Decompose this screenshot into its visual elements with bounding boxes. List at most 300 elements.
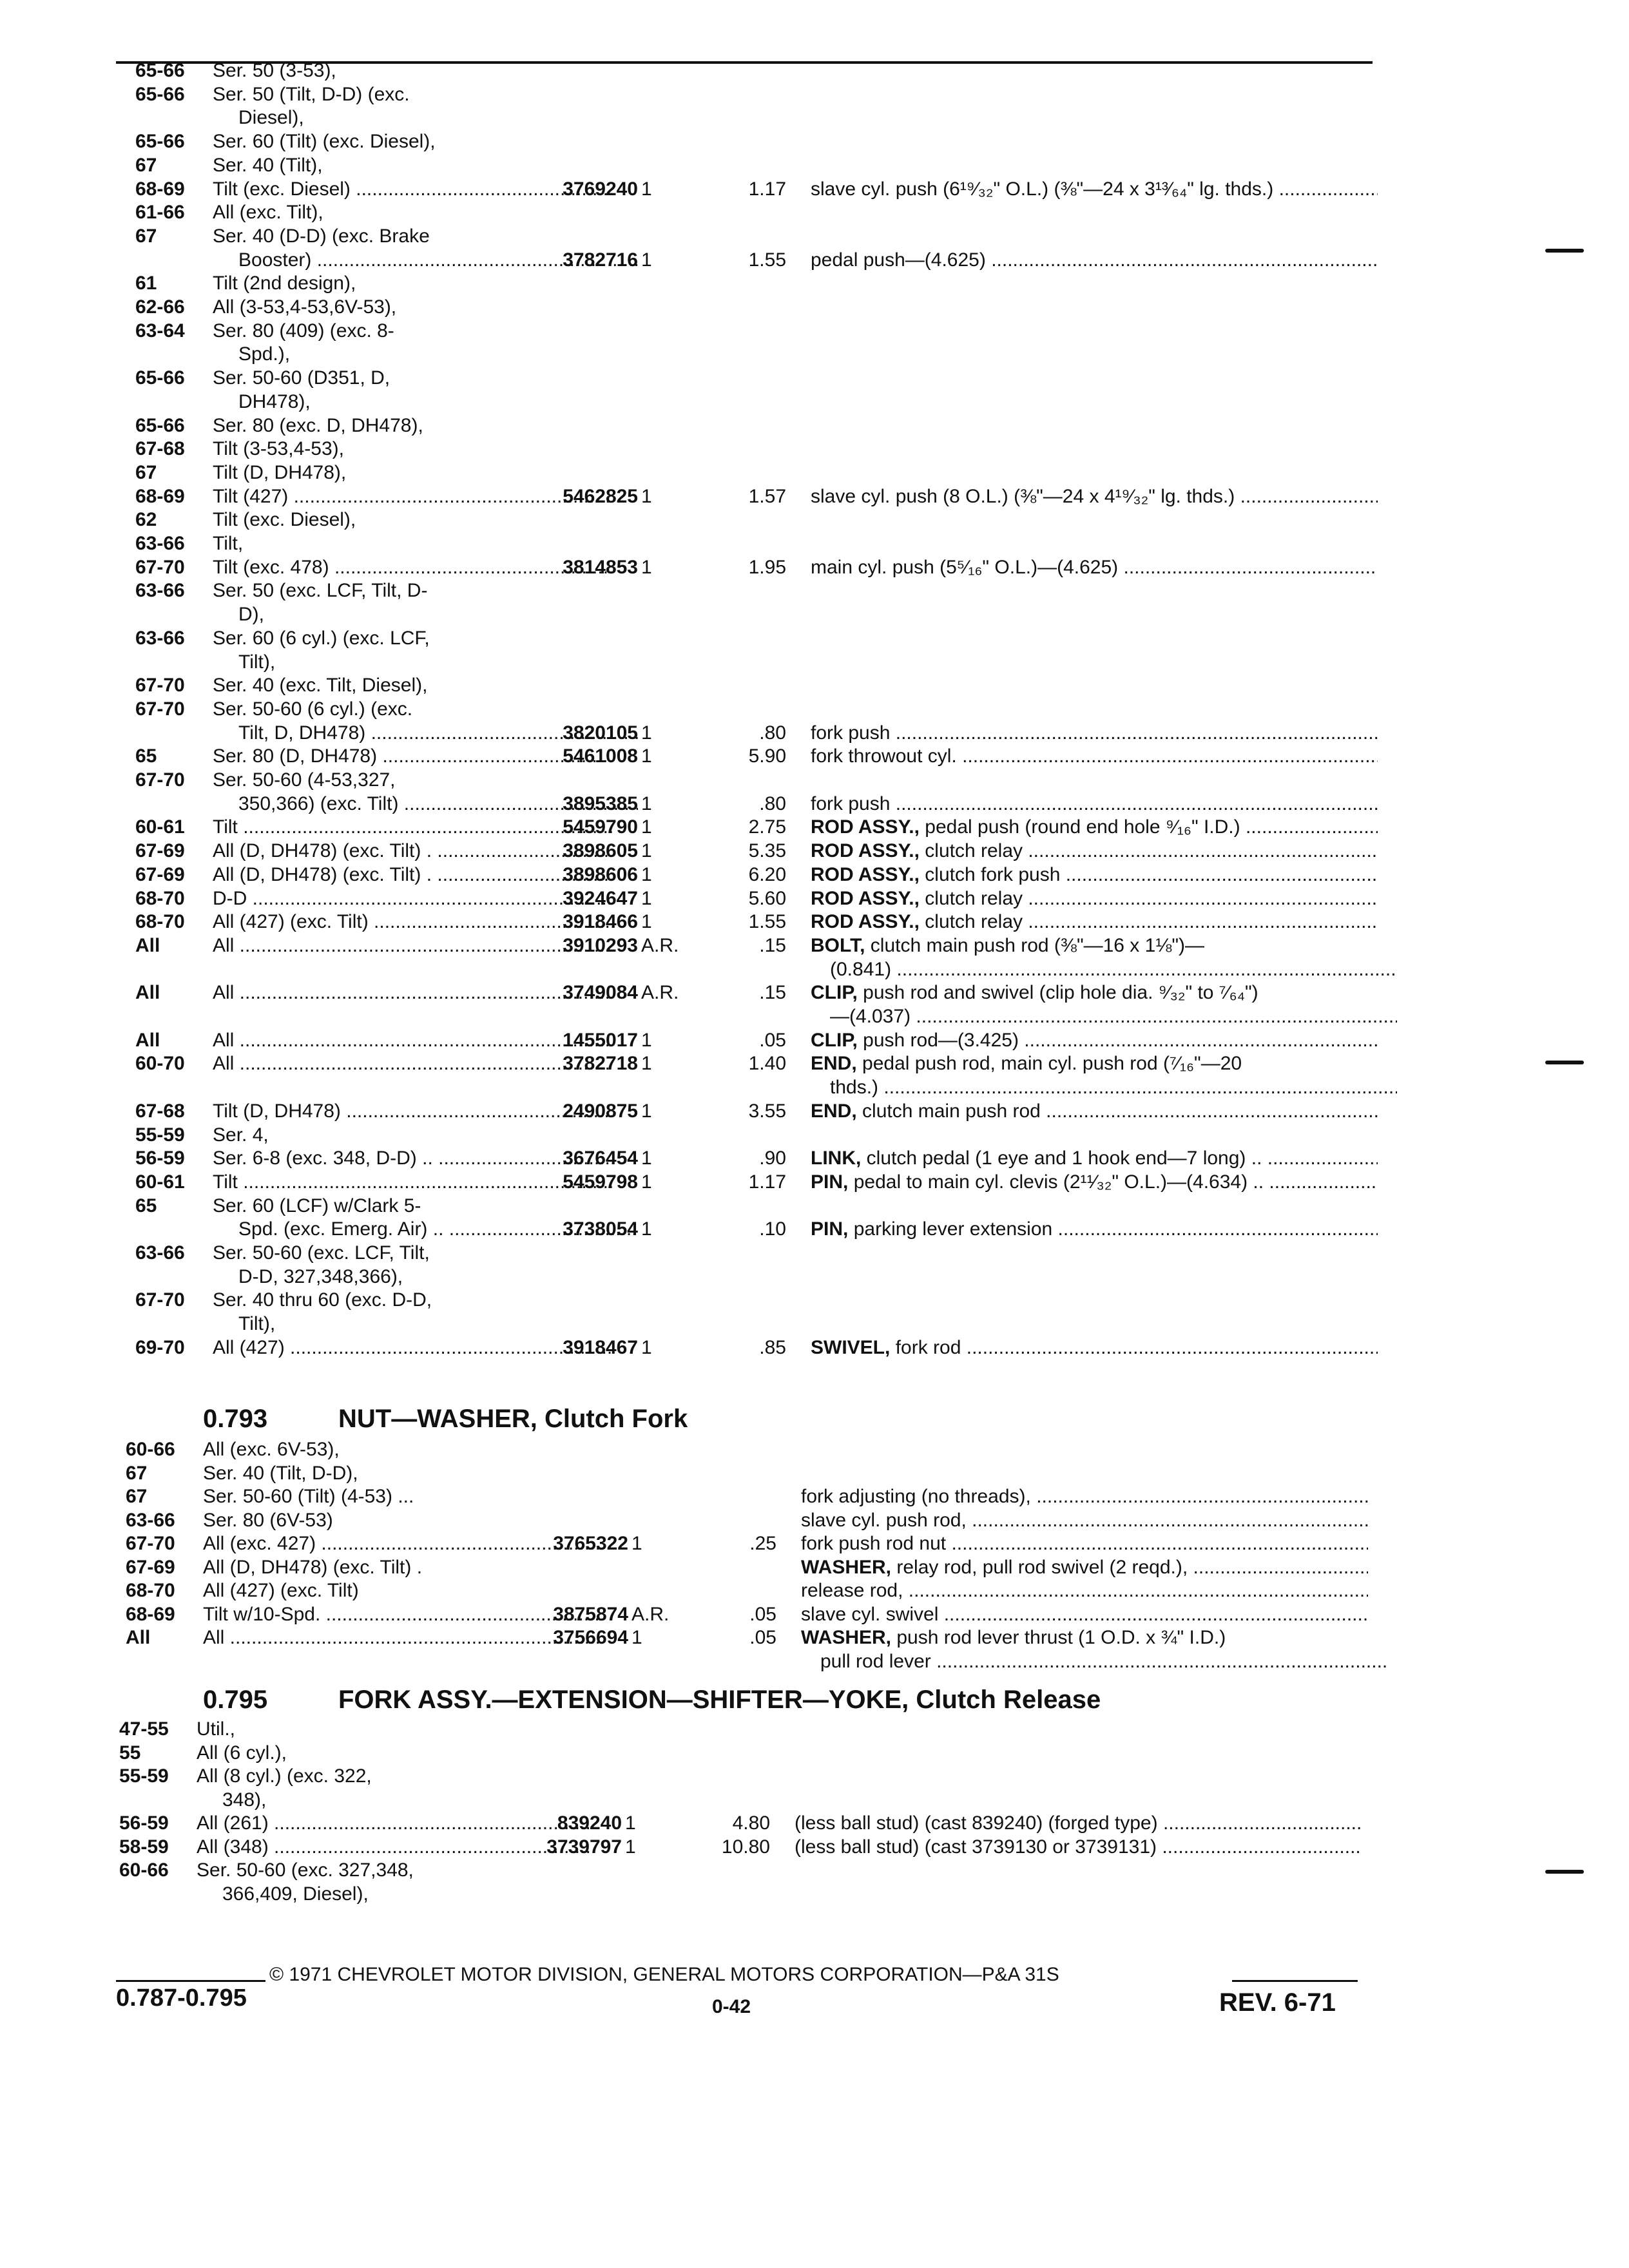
- list-price: 1.17: [748, 1171, 786, 1193]
- part-number: 3756694: [553, 1627, 628, 1648]
- quantity: 1: [641, 745, 652, 767]
- applicable-models: [213, 201, 612, 224]
- part-name: PIN,: [811, 1171, 849, 1193]
- model-text: All (261) .....: [197, 1812, 596, 1834]
- model-years: 65-66: [135, 83, 185, 105]
- quantity: 1: [641, 249, 652, 271]
- part-description: [811, 887, 1378, 910]
- part-description: [801, 1509, 1368, 1532]
- model-text: Tilt),: [238, 1313, 276, 1335]
- model-text: DH478),: [238, 390, 311, 412]
- quantity: 1: [641, 1100, 652, 1122]
- part-name: CLIP,: [811, 1029, 858, 1051]
- model-years: 67-68: [135, 438, 185, 460]
- model-text: All .....: [213, 1030, 610, 1051]
- model-text: All (427) .....: [213, 1337, 612, 1358]
- model-text: Tilt (exc. 478) .....: [213, 557, 612, 578]
- model-text: Ser. 6-8 (exc. 348, D-D) .. .....: [213, 1148, 612, 1169]
- quantity: 1: [641, 911, 652, 933]
- applicable-models: [213, 1124, 612, 1147]
- section-header-0-795: [203, 1684, 1101, 1715]
- part-number: 3782718: [563, 1053, 638, 1075]
- model-text: Ser. 50-60 (4-53,327,: [213, 769, 396, 791]
- model-text: Ser. 40 (D-D) (exc. Brake: [213, 225, 430, 247]
- part-number: 3924647: [563, 887, 638, 909]
- quantity: 1: [641, 1053, 652, 1075]
- model-text: All (D, DH478) (exc. Tilt) . .....: [213, 864, 612, 885]
- model-text: Util.,: [197, 1718, 235, 1740]
- footer-rule-left: [116, 1980, 265, 1982]
- model-text: Ser. 50 (3-53),: [213, 60, 336, 81]
- list-price: 5.60: [748, 887, 786, 909]
- description-text: fork push .....: [811, 722, 1378, 744]
- quantity: 1: [625, 1812, 636, 1834]
- list-price: 2.75: [748, 816, 786, 838]
- description-text: pull rod lever .....: [820, 1651, 1387, 1672]
- part-description: [811, 1218, 1378, 1241]
- model-years: 67: [135, 225, 157, 247]
- part-description: [811, 958, 1397, 981]
- section-header-0-793: [203, 1403, 688, 1434]
- model-years: 56-59: [119, 1812, 169, 1834]
- model-years: 63-66: [135, 580, 185, 602]
- quantity: 1: [641, 1171, 652, 1193]
- model-text: 348),: [222, 1789, 267, 1811]
- applicable-models: [213, 367, 612, 390]
- model-text: Tilt (D, DH478),: [213, 461, 347, 483]
- model-text: Ser. 60 (LCF) w/Clark 5-: [213, 1195, 421, 1216]
- model-text-continued: [222, 1789, 622, 1812]
- list-price: 6.20: [748, 863, 786, 885]
- model-text: Tilt),: [238, 651, 276, 673]
- part-description: [811, 910, 1378, 934]
- part-description: [801, 1485, 1368, 1508]
- applicable-models: [203, 1579, 602, 1602]
- description-text: push rod—(3.425) .....: [863, 1030, 1378, 1051]
- applicable-models: [213, 698, 612, 721]
- description-text: fork push .....: [811, 793, 1378, 814]
- part-description: [811, 840, 1378, 863]
- footer-rule-right: [1232, 1980, 1358, 1982]
- model-years: 69-70: [135, 1336, 185, 1358]
- applicable-models: [213, 296, 612, 319]
- description-text: slave cyl. push (8 O.L.) (⅜"—24 x 4¹⁹⁄₃₂" lg. thds.) .....: [811, 486, 1378, 507]
- binding-mark: [1545, 1870, 1584, 1874]
- part-description: [811, 722, 1378, 745]
- quantity: 1: [631, 1533, 642, 1554]
- model-years: 58-59: [119, 1836, 169, 1858]
- description-text: clutch main push rod (⅜"—16 x 1⅛")—: [870, 934, 1204, 956]
- model-years: 55-59: [119, 1765, 169, 1787]
- model-years: 67-69: [135, 840, 185, 862]
- part-name: LINK,: [811, 1148, 862, 1169]
- applicable-models: [213, 272, 612, 295]
- description-text: fork adjusting (no threads), .....: [801, 1486, 1368, 1507]
- model-text: Spd. (exc. Emerg. Air) .. .....: [238, 1218, 638, 1240]
- model-text: Tilt (427) .....: [213, 486, 612, 507]
- model-years: 67-70: [126, 1533, 175, 1554]
- part-description: [811, 745, 1378, 768]
- part-number: 3918466: [563, 911, 638, 933]
- part-description: [801, 1532, 1368, 1555]
- part-description: [811, 793, 1378, 816]
- list-price: .05: [749, 1627, 776, 1648]
- list-price: .25: [749, 1533, 776, 1554]
- part-name: END,: [811, 1100, 857, 1122]
- applicable-models: [213, 769, 612, 792]
- model-text: All (427) (exc. Tilt) .....: [213, 911, 612, 932]
- model-years: 68-69: [135, 178, 185, 200]
- part-description: [811, 1336, 1378, 1360]
- quantity: 1: [631, 1627, 642, 1648]
- quantity: 1: [625, 1836, 636, 1858]
- model-years: 68-70: [135, 911, 185, 933]
- part-name: PIN,: [811, 1218, 849, 1240]
- model-years: 68-69: [126, 1603, 175, 1625]
- model-text: Tilt .....: [213, 1171, 612, 1193]
- applicable-models: [213, 627, 612, 650]
- model-years: 67: [126, 1486, 148, 1507]
- part-description: [811, 1052, 1378, 1075]
- footer-copyright: © 1971 CHEVROLET MOTOR DIVISION, GENERAL MOTORS CORPORATION—P&A 31S: [269, 1964, 1059, 1985]
- model-text-continued: [238, 1265, 638, 1289]
- quantity: 1: [641, 863, 652, 885]
- list-price: 5.35: [748, 840, 786, 862]
- section-number: 0.793: [203, 1405, 268, 1433]
- quantity: 1: [641, 1029, 652, 1051]
- binding-mark: [1545, 1061, 1584, 1064]
- model-years: 63-66: [126, 1509, 175, 1531]
- description-text: clutch pedal (1 eye and 1 hook end—7 long) .. .....: [867, 1148, 1378, 1169]
- part-number: 3820105: [563, 722, 638, 744]
- model-text: Ser. 50-60 (D351, D,: [213, 367, 390, 389]
- part-name: ROD ASSY.,: [811, 887, 920, 909]
- description-text: fork push rod nut .....: [801, 1533, 1368, 1554]
- part-number: 1455017: [563, 1029, 638, 1051]
- part-number: 5459790: [563, 816, 638, 838]
- model-years: 67-70: [135, 698, 185, 720]
- model-text: All (6 cyl.),: [197, 1742, 287, 1763]
- model-text: All .....: [203, 1627, 601, 1648]
- model-years: 55: [119, 1742, 141, 1763]
- model-text: Ser. 40 (Tilt),: [213, 154, 323, 176]
- model-years: 62-66: [135, 296, 185, 318]
- applicable-models: [203, 1462, 602, 1485]
- applicable-models: [213, 1242, 612, 1265]
- model-years: 62: [135, 509, 157, 531]
- part-description: [801, 1650, 1387, 1673]
- description-text: relay rod, pull rod swivel (2 reqd.), .....: [896, 1557, 1368, 1578]
- part-description: [811, 1147, 1378, 1170]
- part-number: 2490875: [563, 1100, 638, 1122]
- model-years: 56-59: [135, 1148, 185, 1169]
- quantity: A.R.: [631, 1603, 670, 1625]
- model-years: 63-66: [135, 533, 185, 554]
- list-price: .80: [759, 722, 786, 744]
- model-text-continued: [238, 651, 638, 674]
- model-text: All (427) (exc. Tilt): [203, 1580, 359, 1601]
- list-price: .15: [759, 934, 786, 956]
- quantity: 1: [641, 1336, 652, 1358]
- description-text: (less ball stud) (cast 3739130 or 3739131) .....: [795, 1836, 1362, 1858]
- model-text: Ser. 40 (exc. Tilt, Diesel),: [213, 675, 428, 697]
- model-years: 68-70: [126, 1580, 175, 1601]
- model-text: 350,366) (exc. Tilt) .....: [238, 793, 638, 814]
- footer-page-number: 0-42: [712, 1996, 751, 2017]
- part-description: [811, 863, 1378, 887]
- model-years: 63-66: [135, 1242, 185, 1264]
- section-title: FORK ASSY.—EXTENSION—SHIFTER—YOKE, Clutch Release: [338, 1686, 1101, 1714]
- model-text: Spd.),: [238, 343, 291, 365]
- model-years: 65: [135, 1195, 157, 1216]
- part-number: 3898605: [563, 840, 638, 862]
- part-number: 5461008: [563, 745, 638, 767]
- model-years: All: [135, 934, 160, 956]
- part-description: [795, 1812, 1362, 1835]
- list-price: .10: [759, 1218, 786, 1240]
- part-description: [801, 1603, 1368, 1626]
- applicable-models: [203, 1509, 602, 1532]
- part-name: ROD ASSY.,: [811, 863, 920, 885]
- model-years: 65-66: [135, 60, 185, 81]
- part-number: 3739797: [546, 1836, 622, 1858]
- applicable-models: [203, 1556, 602, 1579]
- model-text: Diesel),: [238, 107, 304, 129]
- model-years: 67: [135, 461, 157, 483]
- list-price: 10.80: [721, 1836, 770, 1858]
- part-description: [801, 1626, 1368, 1649]
- part-number: 3676454: [563, 1148, 638, 1169]
- model-text-continued: [238, 106, 638, 130]
- applicable-models: [213, 130, 612, 153]
- list-price: 3.55: [748, 1100, 786, 1122]
- model-text: Ser. 50 (exc. LCF, Tilt, D-: [213, 580, 428, 602]
- model-years: 55-59: [135, 1124, 185, 1146]
- part-number: 3782716: [563, 249, 638, 271]
- model-text-continued: [238, 343, 638, 366]
- part-number: 3918467: [563, 1336, 638, 1358]
- quantity: 1: [641, 840, 652, 862]
- part-description: [811, 981, 1378, 1004]
- part-description: [811, 1100, 1378, 1123]
- part-number: 5459798: [563, 1171, 638, 1193]
- footer-revision: REV. 6-71: [1219, 1988, 1336, 2017]
- model-years: 63-64: [135, 320, 185, 341]
- model-text: All (exc. 427) .....: [203, 1533, 602, 1554]
- description-text: push rod and swivel (clip hole dia. ⁹⁄₃₂" to ⁷⁄₆₄"): [863, 982, 1258, 1004]
- part-description: [811, 1076, 1397, 1099]
- list-price: 1.95: [748, 556, 786, 578]
- description-text: pedal to main cyl. clevis (2¹¹⁄₃₂" O.L.)—(4.634) .. .....: [854, 1171, 1378, 1193]
- list-price: 1.40: [748, 1053, 786, 1075]
- model-years: 60-61: [135, 1171, 185, 1193]
- part-description: [811, 816, 1378, 839]
- list-price: 1.55: [748, 249, 786, 271]
- list-price: .15: [759, 982, 786, 1004]
- model-text: Tilt (2nd design),: [213, 273, 356, 294]
- model-text: All .....: [213, 935, 610, 956]
- description-text: (0.841) .....: [830, 959, 1397, 980]
- model-years: 63-66: [135, 627, 185, 649]
- model-years: 68-70: [135, 887, 185, 909]
- model-text: All .....: [213, 1053, 610, 1074]
- model-text: All (D, DH478) (exc. Tilt) . .....: [213, 840, 612, 861]
- model-years: All: [135, 982, 160, 1004]
- model-text: Ser. 4,: [213, 1124, 269, 1146]
- applicable-models: [213, 414, 612, 437]
- description-text: clutch main push rod .....: [862, 1100, 1378, 1122]
- part-name: WASHER,: [801, 1556, 892, 1578]
- model-text: Tilt (D, DH478) .....: [213, 1100, 612, 1122]
- list-price: 1.55: [748, 911, 786, 933]
- part-number: 839240: [557, 1812, 622, 1834]
- model-text: D-D .....: [213, 888, 612, 909]
- model-text-continued: [238, 390, 638, 414]
- list-price: .90: [759, 1148, 786, 1169]
- model-text: All (3-53,4-53,6V-53),: [213, 296, 397, 318]
- description-text: slave cyl. push (6¹⁹⁄₃₂" O.L.) (⅜"—24 x 3¹³⁄₆₄" lg. thds.) .....: [811, 178, 1378, 200]
- model-years: 65-66: [135, 131, 185, 153]
- model-text: All (348) .....: [197, 1836, 596, 1858]
- description-text: clutch relay .....: [925, 911, 1378, 932]
- part-name: BOLT,: [811, 934, 865, 956]
- part-number: 3898606: [563, 863, 638, 885]
- model-years: 68-69: [135, 485, 185, 507]
- part-name: WASHER,: [801, 1627, 892, 1648]
- model-text: 366,409, Diesel),: [222, 1883, 369, 1905]
- part-description: [811, 485, 1378, 508]
- model-text: Tilt (exc. Diesel) .....: [213, 178, 612, 200]
- part-name: END,: [811, 1053, 857, 1075]
- description-text: (less ball stud) (cast 839240) (forged type) .....: [795, 1812, 1362, 1834]
- section-number: 0.795: [203, 1686, 268, 1714]
- model-text: D),: [238, 604, 264, 626]
- binding-mark: [1545, 249, 1584, 253]
- model-text: Ser. 40 (Tilt, D-D),: [203, 1462, 358, 1484]
- applicable-models: [213, 225, 612, 248]
- model-text: All .....: [213, 982, 610, 1003]
- part-number: 3910293: [563, 934, 638, 956]
- applicable-models: [213, 532, 612, 555]
- part-number: 3738054: [563, 1218, 638, 1240]
- model-years: 65: [135, 745, 157, 767]
- part-number: 3765322: [553, 1533, 628, 1554]
- model-years: 60-66: [126, 1439, 175, 1460]
- applicable-models: [213, 1289, 612, 1312]
- model-text: Ser. 50-60 (exc. LCF, Tilt,: [213, 1242, 430, 1264]
- quantity: 1: [641, 887, 652, 909]
- quantity: 1: [641, 1148, 652, 1169]
- quantity: 1: [641, 556, 652, 578]
- applicable-models: [213, 461, 612, 485]
- part-description: [811, 1171, 1378, 1194]
- part-number: 3749084: [563, 982, 638, 1004]
- applicable-models: [197, 1765, 596, 1788]
- model-text: Ser. 50 (Tilt, D-D) (exc.: [213, 83, 410, 105]
- description-text: slave cyl. push rod, .....: [801, 1510, 1368, 1531]
- part-description: [811, 249, 1378, 272]
- model-text: Tilt w/10-Spd. .....: [203, 1604, 602, 1625]
- list-price: 1.57: [748, 485, 786, 507]
- list-price: 1.17: [748, 178, 786, 200]
- model-text: Ser. 80 (6V-53): [203, 1509, 333, 1531]
- model-text: Ser. 60 (6 cyl.) (exc. LCF,: [213, 627, 430, 649]
- applicable-models: [213, 154, 612, 177]
- applicable-models: [213, 674, 612, 697]
- quantity: 1: [641, 178, 652, 200]
- quantity: 1: [641, 816, 652, 838]
- applicable-models: [213, 437, 612, 461]
- description-text: parking lever extension .....: [854, 1218, 1378, 1240]
- model-years: 67-69: [135, 863, 185, 885]
- model-text: All (D, DH478) (exc. Tilt) .: [203, 1556, 423, 1578]
- part-number: 3875874: [553, 1603, 628, 1625]
- part-name: ROD ASSY.,: [811, 840, 920, 862]
- description-text: main cyl. push (5⁵⁄₁₆" O.L.)—(4.625) .....: [811, 557, 1378, 578]
- description-text: slave cyl. swivel .....: [801, 1604, 1368, 1625]
- description-text: pedal push—(4.625) .....: [811, 249, 1378, 271]
- model-years: 67-69: [126, 1556, 175, 1578]
- footer-section-range: 0.787-0.795: [116, 1984, 247, 2012]
- model-years: 65-66: [135, 414, 185, 436]
- applicable-models: [203, 1485, 602, 1508]
- part-number: 3895385: [563, 793, 638, 814]
- applicable-models: [213, 59, 612, 82]
- model-years: 67: [135, 154, 157, 176]
- model-text: Ser. 50-60 (Tilt) (4-53) ...: [203, 1486, 414, 1507]
- model-years: 61-66: [135, 202, 185, 224]
- quantity: A.R.: [641, 982, 679, 1004]
- quantity: A.R.: [641, 934, 679, 956]
- model-text: Tilt, D, DH478) .....: [238, 722, 638, 744]
- description-text: pedal push rod, main cyl. push rod (⁷⁄₁₆"—20: [862, 1053, 1242, 1075]
- model-years: 67: [126, 1462, 148, 1484]
- applicable-models: [197, 1718, 596, 1741]
- description-text: push rod lever thrust (1 O.D. x ¾" I.D.): [896, 1627, 1226, 1648]
- model-text: Ser. 60 (Tilt) (exc. Diesel),: [213, 131, 436, 153]
- model-years: 67-70: [135, 675, 185, 697]
- part-number: 3769240: [563, 178, 638, 200]
- model-years: 67-70: [135, 769, 185, 791]
- list-price: .80: [759, 793, 786, 814]
- quantity: 1: [641, 1218, 652, 1240]
- part-name: ROD ASSY.,: [811, 816, 920, 838]
- model-years: 67-70: [135, 1289, 185, 1311]
- description-text: pedal push (round end hole ⁹⁄₁₆" I.D.) .....: [925, 816, 1378, 838]
- model-text: Ser. 80 (409) (exc. 8-: [213, 320, 394, 341]
- description-text: thds.) .....: [830, 1077, 1397, 1098]
- model-years: 60-61: [135, 816, 185, 838]
- model-text: Tilt (3-53,4-53),: [213, 438, 344, 460]
- part-name: SWIVEL,: [811, 1336, 891, 1358]
- part-name: ROD ASSY.,: [811, 911, 920, 933]
- applicable-models: [213, 1195, 612, 1218]
- list-price: 5.90: [748, 745, 786, 767]
- model-text-continued: [238, 1312, 638, 1336]
- model-text: Booster) .....: [238, 249, 638, 271]
- part-description: [811, 556, 1378, 579]
- model-text: D-D, 327,348,366),: [238, 1265, 403, 1287]
- applicable-models: [213, 320, 612, 343]
- part-number: 5462825: [563, 485, 638, 507]
- model-text: All (exc. Tilt),: [213, 202, 323, 224]
- part-description: [801, 1579, 1368, 1602]
- list-price: .05: [749, 1603, 776, 1625]
- part-description: [795, 1836, 1362, 1859]
- applicable-models: [213, 508, 612, 532]
- model-years: 67-70: [135, 556, 185, 578]
- model-text: Ser. 80 (exc. D, DH478),: [213, 414, 423, 436]
